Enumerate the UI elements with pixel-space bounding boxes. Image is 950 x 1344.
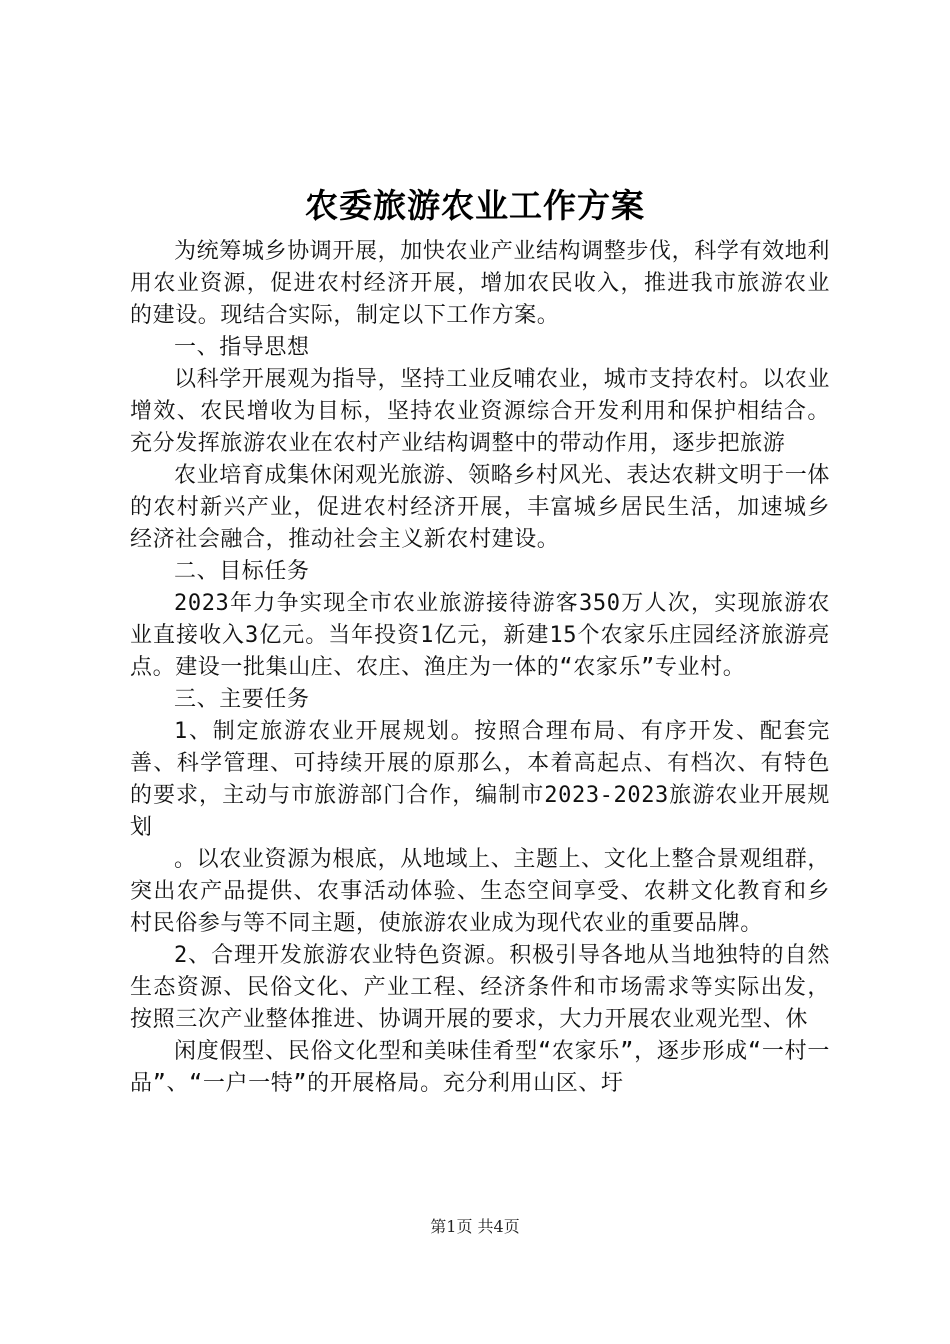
paragraph-guiding-ideology-cont: 农业培育成集休闲观光旅游、领略乡村风光、表达农耕文明于一体的农村新兴产业，促进农村经济开展，丰富城乡居民生活，加速城乡经济社会融合，推动社会主义新农村建设。 bbox=[130, 463, 830, 552]
section-heading-main-tasks: 三、主要任务 bbox=[174, 687, 310, 712]
document-title: 农委旅游农业工作方案 bbox=[305, 186, 645, 225]
paragraph-task-1: 1、制定旅游农业开展规划。按照合理布局、有序开发、配套完善、科学管理、可持续开展的原那么，本着高起点、有档次、有特色的要求，主动与市旅游部门合作，编制市2023-2023旅游农业开展规划 bbox=[130, 719, 830, 840]
paragraph-task-2-cont: 闲度假型、民俗文化型和美味佳肴型“农家乐”，逐步形成“一村一品”、“一户一特”的开展格局。充分利用山区、圩 bbox=[130, 1039, 830, 1096]
paragraph-task-1-cont: 。以农业资源为根底，从地域上、主题上、文化上整合景观组群，突出农产品提供、农事活动体验、生态空间享受、农耕文化教育和乡村民俗参与等不同主题，使旅游农业成为现代农业的重要品牌。 bbox=[130, 847, 830, 936]
paragraph-goals: 2023年力争实现全市农业旅游接待游客350万人次，实现旅游农业直接收入3亿元。当年投资1亿元，新建15个农家乐庄园经济旅游亮点。建设一批集山庄、农庄、渔庄为一体的“农家乐”专业村。 bbox=[130, 591, 830, 680]
paragraph-intro: 为统筹城乡协调开展，加快农业产业结构调整步伐，科学有效地利用农业资源，促进农村经济开展，增加农民收入，推进我市旅游农业的建设。现结合实际，制定以下工作方案。 bbox=[130, 239, 830, 328]
page-footer: 第1页 共4页 bbox=[430, 1217, 520, 1236]
section-heading-guiding-ideology: 一、指导思想 bbox=[174, 335, 310, 360]
section-heading-goals: 二、目标任务 bbox=[174, 559, 310, 584]
paragraph-guiding-ideology: 以科学开展观为指导，坚持工业反哺农业，城市支持农村。以农业增效、农民增收为目标，坚持农业资源综合开发利用和保护相结合。充分发挥旅游农业在农村产业结构调整中的带动作用，逐步把旅游 bbox=[130, 367, 830, 456]
document-body bbox=[130, 236, 830, 1100]
paragraph-task-2: 2、合理开发旅游农业特色资源。积极引导各地从当地独特的自然生态资源、民俗文化、产业工程、经济条件和市场需求等实际出发，按照三次产业整体推进、协调开展的要求，大力开展农业观光型、休 bbox=[130, 943, 830, 1032]
